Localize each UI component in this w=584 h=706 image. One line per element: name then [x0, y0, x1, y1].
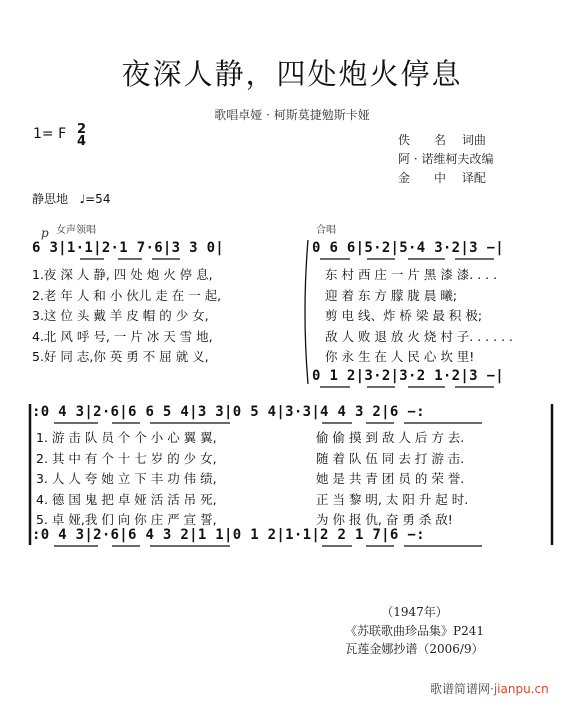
credit-translator: 金 中 译配 — [398, 171, 486, 185]
time-signature-bottom: 4 — [77, 134, 87, 149]
notes-system2-upper: :0 4 3|2·6|6 6 5 4|3 3|0 5 4|3·3|4 4 3 2|6 −: — [32, 404, 425, 420]
lyric-verse-5: 你 永 生 在 人 民 心 坎 里! — [325, 349, 475, 364]
lyric-verse-2: 2. 其 中 有 个 十 七 岁 的 少 女, — [36, 450, 217, 466]
lyric-verse-4: 敌 人 败 退 放 火 烧 村 子. . . . . . — [325, 328, 513, 344]
chorus-label: 合唱 — [316, 225, 336, 236]
watermark: 歌谱简谱网·jianpu.cn — [430, 682, 549, 696]
notes-chorus-upper: 0 6 6|5·2|5·4 3·2|3 −| — [312, 240, 505, 256]
lyric-verse-1: 1. 游 击 队 员 个 个 小 心 翼 翼, — [36, 430, 217, 445]
source-info — [345, 603, 484, 659]
lyric-verse-5: 5. 卓 娅,我 们 向 你 庄 严 宣 誓, — [36, 512, 217, 527]
lyric-verse-3: 3.这 位 头 戴 羊 皮 帽 的 少 女, — [32, 308, 209, 323]
dynamic-mark: p — [41, 226, 49, 240]
solo-label: 女声领唱 — [56, 225, 96, 236]
metronome-mark: ♩=54 — [79, 192, 111, 206]
notes-chorus-lower: 0 1 2|3·2|3·2 1·2|3 −| — [312, 368, 505, 384]
source-book: 《苏联歌曲珍品集》P241 — [345, 623, 484, 638]
lyric-verse-2: 迎 着 东 方 朦 胧 晨 曦; — [325, 287, 458, 303]
lyric-verse-1: 偷 偷 摸 到 敌 人 后 方 去. — [316, 430, 465, 445]
lyric-verse-4: 4. 德 国 鬼 把 卓 娅 活 活 吊 死, — [36, 491, 217, 507]
lyric-verse-3: 剪 电 线、炸 桥 梁 最 积 极; — [325, 308, 483, 323]
lyric-verse-3: 3. 人 人 夸 她 立 下 丰 功 伟 绩, — [36, 471, 217, 486]
tempo-text: 静思地 — [32, 192, 69, 206]
lyric-verse-1: 东 村 西 庄 一 片 黑 漆 漆. . . . — [325, 267, 498, 282]
lyric-verse-3: 她 是 共 青 团 员 的 荣 誉. — [316, 471, 465, 486]
song-subtitle: 歌唱卓娅 · 柯斯莫捷勉斯卡娅 — [214, 108, 370, 122]
watermark-site: 歌谱简谱网 — [430, 682, 491, 696]
notes-solo-line: 6 3|1·1|2·1 7·6|3 3 0| — [32, 240, 225, 256]
lyric-verse-4: 4.北 风 呼 号, 一 片 冰 天 雪 地, — [32, 328, 213, 344]
credit-composer: 佚 名 词曲 — [398, 133, 486, 147]
lyric-verse-2: 2.老 年 人 和 小 伙儿 走 在 一 起, — [32, 287, 222, 303]
lyric-verse-1: 1.夜 深 人 静, 四 处 炮 火 停 息, — [32, 267, 213, 282]
lyric-verse-5: 5.好 同 志,你 英 勇 不 屈 就 义, — [32, 349, 209, 364]
lyric-verse-4: 正 当 黎 明, 太 阳 升 起 时. — [316, 491, 469, 507]
source-year: （1947年） — [381, 605, 448, 619]
lyric-verse-5: 为 你 报 仇, 奋 勇 杀 敌! — [316, 512, 453, 527]
source-transcriber: 瓦莲金娜抄谱（2006/9） — [345, 642, 484, 656]
song-title: 夜深人静，四处炮火停息 — [121, 57, 463, 91]
notes-system2-lower: :0 4 3|2·6|6 4 3 2|1 1|0 1 2|1·1|2 2 1 7|6 −: — [32, 527, 425, 543]
key-signature: 1= F — [33, 126, 67, 142]
credit-arranger: 阿 · 诺维柯夫改编 — [398, 152, 494, 166]
lyric-verse-2: 随 着 队 伍 同 去 打 游 击. — [316, 450, 465, 466]
chorus-bracket — [305, 240, 308, 384]
watermark-url: jianpu.cn — [493, 682, 549, 696]
time-signature-top: 2 — [77, 122, 87, 137]
